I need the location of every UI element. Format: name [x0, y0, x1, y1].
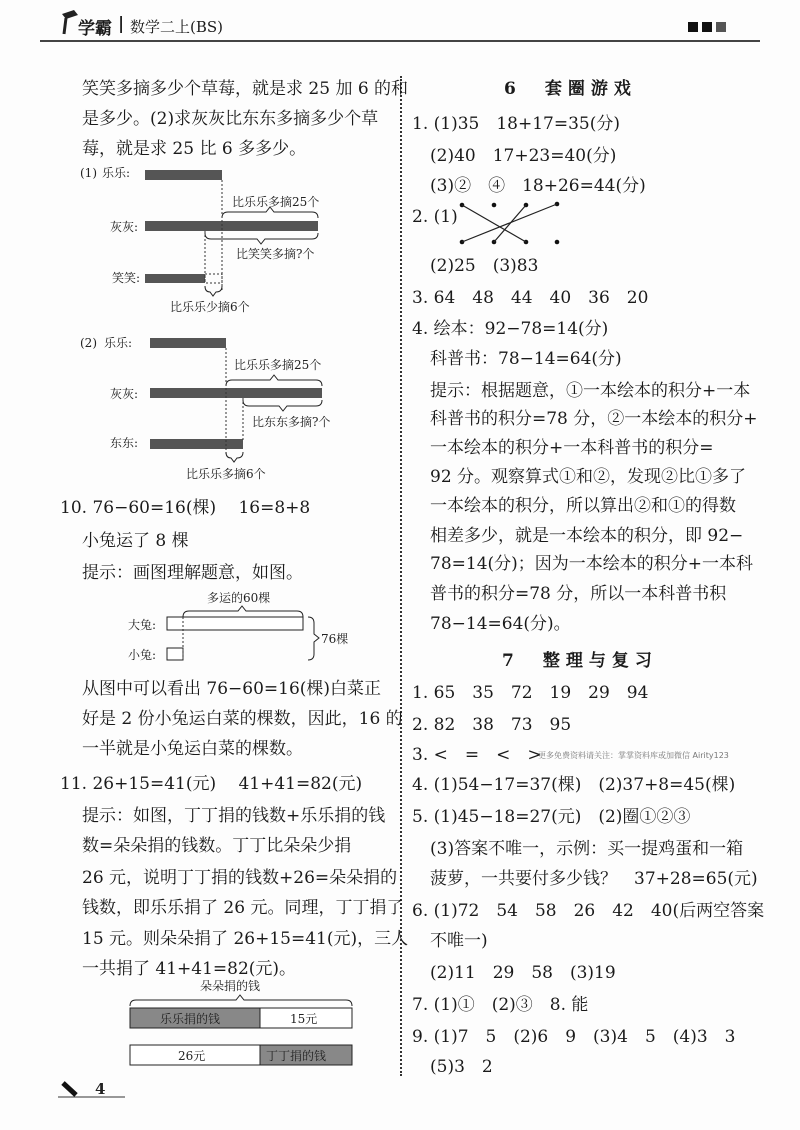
- d10-big-bar: [167, 617, 303, 630]
- diagram-2: [80, 336, 330, 481]
- right-lines-text: 2. (1): [412, 207, 458, 227]
- right-lines-text: 相差多少，就是一本绘本的积分，即 92−: [430, 526, 744, 546]
- left-lines-text: 26 元，说明丁丁捐的钱数+26=朵朵捐的: [82, 868, 398, 888]
- d2-bar-b: [150, 388, 322, 398]
- right-lines-text: (2)25 (3)83: [430, 256, 539, 276]
- left-lines-text: 钱数，即乐乐捐了 26 元。同理，丁丁捐了: [82, 898, 404, 918]
- right-lines-text: 科普书：78−14=64(分): [430, 349, 622, 369]
- right-lines-text: 4. 绘本：92−78=14(分): [412, 319, 609, 339]
- d1-small-label: 比乐乐少摘6个: [170, 300, 250, 314]
- right-lines-text: 9. (1)7 5 (2)6 9 (3)4 5 (4)3 3: [412, 1027, 736, 1047]
- right-lines-text: 1. 65 35 72 19 29 94: [412, 683, 649, 703]
- right-lines-text: 科普书的积分=78 分，②一本绘本的积分+: [430, 409, 758, 429]
- left-lines-text: 好是 2 份小兔运白菜的棵数，因此，16 的: [82, 709, 403, 729]
- d11-r1a: 乐乐捐的钱: [160, 1012, 221, 1026]
- d1-bar-c: [145, 274, 205, 283]
- d1-label-a: 乐乐:: [102, 166, 131, 180]
- d1-bar-a: [145, 170, 222, 180]
- right-lines-text: 一本绘本的积分，所以算出②和①的得数: [430, 496, 736, 516]
- left-lines-text: 一共捐了 41+41=82(元)。: [82, 959, 297, 979]
- right-lines-text: 2. 82 38 73 95: [412, 715, 572, 735]
- right-lines-text: 7. (1)① (2)③ 8. 能: [412, 995, 589, 1015]
- d11-r1b: 15元: [290, 1012, 318, 1026]
- d11-top-label: 朵朵捐的钱: [200, 979, 261, 993]
- d2-bar-a: [150, 338, 226, 348]
- diagram-10: [128, 590, 348, 662]
- right-lines-text: 一本绘本的积分+一本科普书的积分=: [430, 438, 714, 458]
- d2-label-b: 灰灰:: [110, 387, 139, 401]
- left-lines-text: 笑笑多摘多少个草莓，就是求 25 加 6 的和: [82, 79, 409, 99]
- left-lines-text: 提示：如图，丁丁捐的钱数+乐乐捐的钱: [82, 806, 386, 826]
- matching-diagram: [450, 195, 570, 255]
- page-number: 4: [95, 1080, 106, 1098]
- d1-label-b: 灰灰:: [110, 220, 139, 234]
- diagram-1: [80, 166, 319, 314]
- d1-bar-b: [145, 221, 318, 231]
- d2-label-c: 东东:: [110, 436, 139, 450]
- right-lines-text: 6. (1)72 54 58 26 42 40(后两空答案: [412, 901, 765, 921]
- d1-above-label: 比乐乐多摘25个: [232, 195, 320, 209]
- d2-tag: (2): [80, 336, 97, 350]
- d1-tag: (1): [80, 166, 97, 180]
- d10-top-label: 多运的60棵: [207, 591, 271, 605]
- right-lines-text: (3)答案不唯一，示例：买一提鸡蛋和一箱: [430, 839, 744, 859]
- d2-below-label: 比东东多摘?个: [252, 415, 331, 429]
- watermark-text: 更多免费资料请关注：掌掌资料库或加微信 Airity123: [538, 751, 729, 760]
- right-lines-text: (2)40 17+23=40(分): [430, 146, 617, 166]
- d2-bar-c: [150, 439, 243, 449]
- left-lines-text: 莓，就是求 25 比 6 多多少。: [82, 139, 307, 159]
- right-lines-text: 提示：根据题意，①一本绘本的积分+一本: [430, 381, 751, 401]
- left-lines-text: 提示：画图理解题意，如图。: [82, 563, 303, 583]
- right-lines-text: 5. (1)45−18=27(元) (2)圈①②③: [412, 807, 691, 827]
- left-lines-text: 11. 26+15=41(元) 41+41=82(元): [60, 774, 363, 794]
- right-lines-text: 普书的积分=78 分，所以一本科普书积: [430, 584, 727, 604]
- footer: [58, 1080, 125, 1098]
- d2-above-label: 比乐乐多摘25个: [234, 358, 322, 372]
- right-lines-text: 不唯一): [430, 931, 488, 951]
- header-divider: |: [118, 14, 125, 34]
- diagram-11: [130, 978, 352, 1065]
- right-lines-text: (5)3 2: [430, 1057, 493, 1077]
- right-lines-text: 菠萝，一共要付多少钱？ 37+28=65(元): [430, 869, 758, 889]
- right-lines-text: 4. (1)54−17=37(棵) (2)37+8=45(棵): [412, 775, 736, 795]
- right-lines-text: 78=14(分)；因为一本绘本的积分+一本科: [430, 554, 754, 574]
- d11-r2b: 丁丁捐的钱: [266, 1049, 327, 1063]
- d10-small-bar: [167, 648, 183, 660]
- right-lines-text: 1. (1)35 18+17=35(分): [412, 114, 620, 134]
- d1-brace-below: [205, 233, 318, 244]
- left-lines-text: 15 元。则朵朵捐了 26+15=41(元)，三人: [82, 929, 409, 949]
- d11-r2a: 26元: [178, 1049, 206, 1063]
- d1-below-label: 比笑笑多摘?个: [236, 247, 315, 261]
- right-lines-text: 3. < = < >: [412, 745, 542, 765]
- section-6-title: 6 套圈游戏: [504, 79, 637, 99]
- left-lines-text: 是多少。(2)求灰灰比东东多摘多少个草: [82, 109, 379, 129]
- header-squares: [688, 22, 726, 32]
- column-divider: [400, 76, 402, 1076]
- pencil-icon: [63, 1083, 76, 1095]
- book-title: 数学二上(BS): [130, 18, 224, 36]
- right-lines-text: 92 分。观察算式①和②，发现②比①多了: [430, 467, 747, 487]
- right-lines-text: (2)11 29 58 (3)19: [430, 963, 616, 983]
- d2-label-a: 乐乐:: [104, 336, 133, 350]
- d1-label-c: 笑笑:: [112, 271, 141, 285]
- d10-small-label: 小兔:: [128, 648, 157, 662]
- d10-total-label: 76棵: [321, 632, 349, 646]
- left-lines-text: 小兔运了 8 棵: [82, 531, 189, 551]
- left-lines-text: 10. 76−60=16(棵) 16=8+8: [60, 498, 311, 518]
- brand-name: 学霸: [78, 19, 112, 39]
- right-lines-text: 78−14=64(分)。: [430, 614, 571, 634]
- section-7-title: 7 整理与复习: [502, 651, 658, 671]
- d2-small-label: 比乐乐多摘6个: [186, 467, 266, 481]
- right-lines-text: 3. 64 48 44 40 36 20: [412, 288, 649, 308]
- d10-big-label: 大兔:: [128, 618, 157, 632]
- left-lines-text: 从图中可以看出 76−60=16(棵)白菜正: [82, 679, 382, 699]
- left-lines-text: 数=朵朵捐的钱数。丁丁比朵朵少捐: [82, 836, 352, 856]
- left-lines-text: 一半就是小兔运白菜的棵数。: [82, 739, 303, 759]
- right-lines-text: (3)② ④ 18+26=44(分): [430, 176, 646, 196]
